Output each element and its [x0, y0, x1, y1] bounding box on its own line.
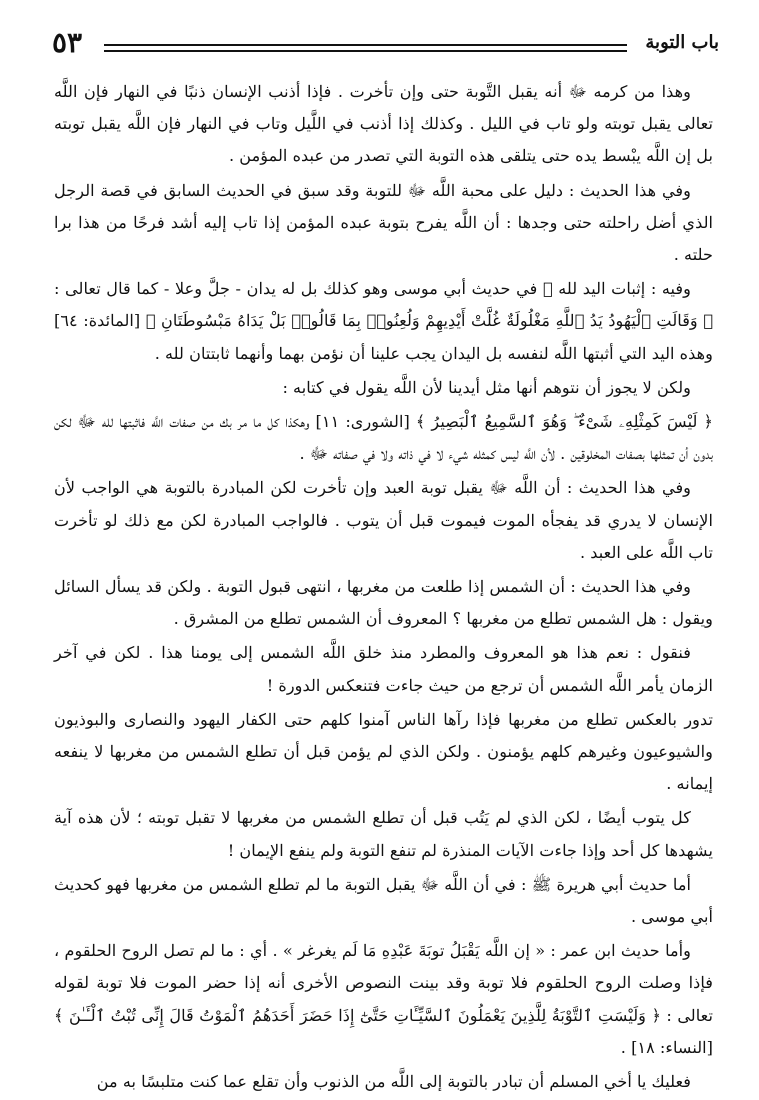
- chapter-title: باب التوبة: [645, 32, 719, 53]
- paragraph: فنقول : نعم هذا هو المعروف والمطرد منذ خلق اللَّه الشمس إلى يومنا هذا . لكن في آخر الزمان يأمر اللَّه الشمس أن ترجع من حيث جاءت فتنعكس الدورة !: [54, 643, 713, 695]
- paragraph-quran-quote: ﴿ لَيْسَ كَمِثْلِهِۦ شَىْءٌ ۖ وَهُوَ ٱلسَّمِيعُ ٱلْبَصِيرُ ﴾ [الشورى: ١١] وهكذا كل ما مر بك من صفات اللَّه فاثبتها لله ﷻ لكن بدون أن تمثلها بصفات المخلوقين . لأن اللَّه ليس كمثله شيء لا في ذاته ولا في صفاته ﷻ .: [54, 412, 713, 464]
- page-number: ٥٣: [52, 26, 83, 59]
- paragraph: وفي هذا الحديث : دليل على محبة اللَّه ﷻ للتوبة وقد سبق في الحديث السابق في قصة الرجل الذي أضل راحلته حتى وجدها : أن اللَّه يفرح بتوبة عبده المؤمن إذا تاب إليه أشد فرحًا من هذا برا حلته .: [54, 180, 713, 265]
- paragraph: تدور بالعكس تطلع من مغربها فإذا رآها الناس آمنوا كلهم حتى الكفار اليهود والنصارى والبوذيون والشيوعيون وغيرهم كلهم يؤمنون . ولكن الذي لم يؤمن قبل أن تطلع الشمس من مغربها لا ينفعه إيمانه .: [54, 709, 713, 794]
- paragraph: ولكن لا يجوز أن نتوهم أنها مثل أيدينا لأن اللَّه يقول في كتابه :: [282, 377, 691, 397]
- paragraph: كل يتوب أيضًا ، لكن الذي لم يَتُب قبل أن تطلع الشمس من مغربها لا تقبل توبته ؛ لأن هذه آية يشهدها كل أحد وإذا جاءت الآيات المنذرة لم تنفع التوبة ولم ينفع الإيمان !: [54, 808, 713, 860]
- paragraph: فعليك يا أخي المسلم أن تبادر بالتوبة إلى اللَّه من الذنوب وأن تقلع عما كنت متلبسًا به من: [96, 1072, 691, 1092]
- paragraph: أما حديث أبي هريرة ﷺ : في أن اللَّه ﷻ يقبل التوبة ما لم تطلع الشمس من مغربها فهو كحديث أبي موسى .: [54, 874, 713, 927]
- paragraph: وفي هذا الحديث : أن الشمس إذا طلعت من مغربها ، انتهى قبول التوبة . ولكن قد يسأل السائل ويقول : هل الشمس تطلع من مغربها ؟ المعروف أن الشمس تطلع من المشرق .: [54, 577, 713, 629]
- paragraph: وفيه : إثبات اليد لله ﷻ في حديث أبي موسى وهو كذلك بل له يدان - جلَّ وعلا - كما قال تعالى : ﴿ وَقَالَتِ ٱلْيَهُودُ يَدُ ٱللَّهِ مَغْلُولَةٌ غُلَّتْ أَيْدِيهِمْ وَلُعِنُوا۟ بِمَا قَالُوا۟ بَلْ يَدَاهُ مَبْسُوطَتَانِ ﴾ [المائدة: ٦٤] وهذه اليد التي أثبتها اللَّه لنفسه بل اليدان يجب علينا أن نؤمن بهما وأنهما ثابتتان لله .: [54, 279, 713, 363]
- paragraph: وأما حديث ابن عمر : « إن اللَّه يَقْبَلُ توبَةَ عَبْدِهِ مَا لَم يغرغر » . أي : ما لم تصل الروح الحلقوم ، فإذا وصلت الروح الحلقوم فلا توبة وقد بينت النصوص الأخرى أنه إذا حضر الموت فلا توبة لقوله تعالى : ﴿ وَلَيْسَتِ ٱلتَّوْبَةُ لِلَّذِينَ يَعْمَلُونَ ٱلسَّيِّـَٔاتِ حَتَّىٰٓ إِذَا حَضَرَ أَحَدَهُمُ ٱلْمَوْتُ قَالَ إِنِّى تُبْتُ ٱلْـَٔـٰنَ ﴾ [النساء: ١٨] .: [54, 941, 713, 1057]
- paragraph: وفي هذا الحديث : أن اللَّه ﷻ يقبل توبة العبد وإن تأخرت لكن المبادرة بالتوبة هي الواجب لأن الإنسان لا يدري قد يفجأه الموت فيموت قبل أن يتوب . فالواجب المبادرة لكن مع ذلك لو تأخرت تاب اللَّه على العبد .: [54, 478, 713, 562]
- page-header: [52, 28, 719, 68]
- page-body: [54, 76, 713, 1100]
- header-divider: [104, 44, 627, 52]
- paragraph: وهذا من كرمه ﷻ أنه يقبل التَّوبة حتى وإن تأخرت . فإذا أذنب الإنسان ذنبًا في النهار فإن اللَّه تعالى يقبل توبته ولو تاب في الليل . وكذلك إذا أذنب في اللَّيل وتاب في النهار فإن اللَّه يقبل توبته بل إن اللَّه يبْسط يده حتى يتلقى هذه التوبة التي تصدر من عبده المؤمن .: [54, 82, 713, 166]
